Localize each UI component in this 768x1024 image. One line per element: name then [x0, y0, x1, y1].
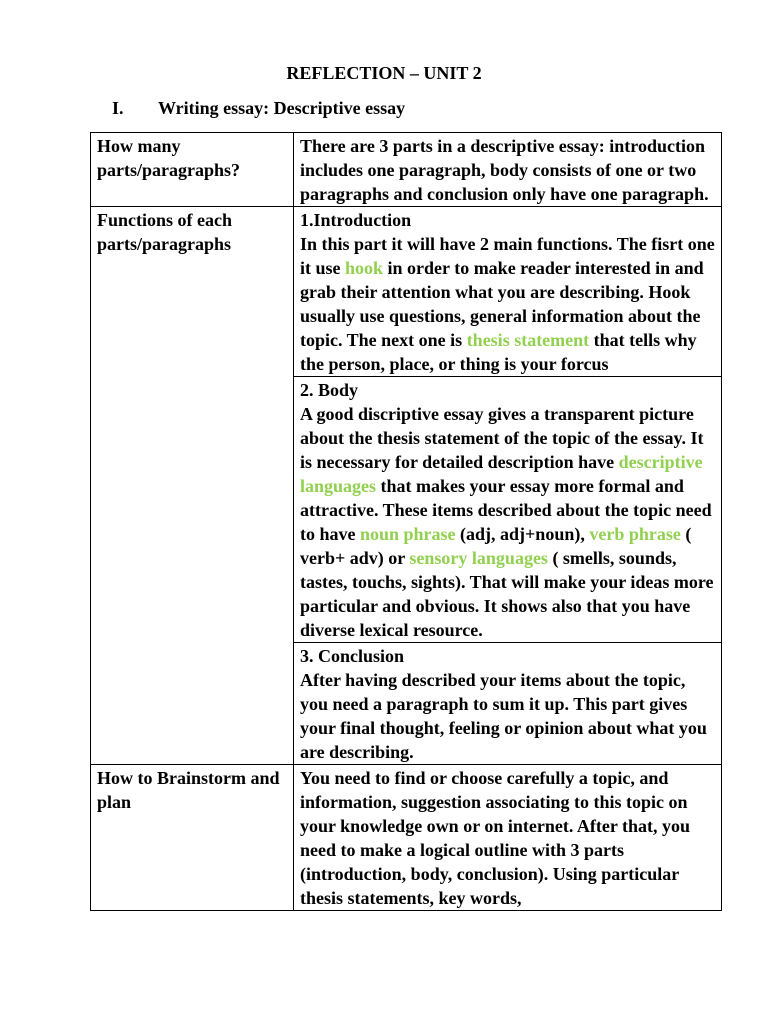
conclusion-title: 3. Conclusion [300, 646, 405, 666]
highlight-term: sensory languages [409, 548, 548, 568]
highlight-term: noun phrase [360, 524, 456, 544]
conclusion-cell [294, 643, 722, 765]
table-row [91, 765, 722, 911]
table-row [91, 133, 722, 207]
highlight-term: descriptive languages [300, 452, 703, 496]
document-title: REFLECTION – UNIT 2 [286, 63, 482, 83]
introduction-text: In this part it will have 2 main functions. The fisrt one it use hook in order to make reader interested in and grab their attention what you are describing. Hook usually use questions, general information about the topic. The next one is thesis statement that tells why the person, place, or thing is your forcus [300, 234, 715, 374]
introduction-cell [294, 207, 722, 377]
body-text: A good discriptive essay gives a transparent picture about the thesis statement of the topic of the essay. It is necessary for detailed description have descriptive languages that makes your essay more formal and attractive. These items described about the topic need to have noun phrase (adj, adj+noun), verb phrase ( verb+ adv) or sensory languages ( smells, sounds, tastes, touchs, sights). That will make your ideas more particular and obvious. It shows also that you have diverse lexical resource. [300, 404, 714, 640]
conclusion-text: After having described your items about the topic, you need a paragraph to sum it up. This part gives your final thought, feeling or opinion about what you are describing. [300, 670, 707, 762]
row-content: You need to find or choose carefully a topic, and information, suggestion associating to this topic on your knowledge own or on internet. After that, you need to make a logical outline with 3 parts (introduction, body, conclusion). Using particular thesis statements, key words, [294, 765, 722, 911]
row-label: How many parts/paragraphs? [91, 133, 294, 207]
body-cell [294, 377, 722, 643]
section-heading [112, 97, 405, 119]
section-heading-text: Writing essay: Descriptive essay [158, 98, 406, 118]
reflection-table [90, 132, 722, 911]
row-label: How to Brainstorm and plan [91, 765, 294, 911]
row-content: There are 3 parts in a descriptive essay: introduction includes one paragraph, body consists of one or two paragraphs and conclusion only have one paragraph. [294, 133, 722, 207]
table-row [91, 207, 722, 377]
row-label: Functions of each parts/paragraphs [91, 207, 294, 765]
section-number: I. [112, 98, 124, 118]
body-title: 2. Body [300, 380, 359, 400]
introduction-title: 1.Introduction [300, 210, 412, 230]
highlight-term: verb phrase [589, 524, 681, 544]
highlight-term: hook [345, 258, 384, 278]
highlight-term: thesis statement [466, 330, 590, 350]
